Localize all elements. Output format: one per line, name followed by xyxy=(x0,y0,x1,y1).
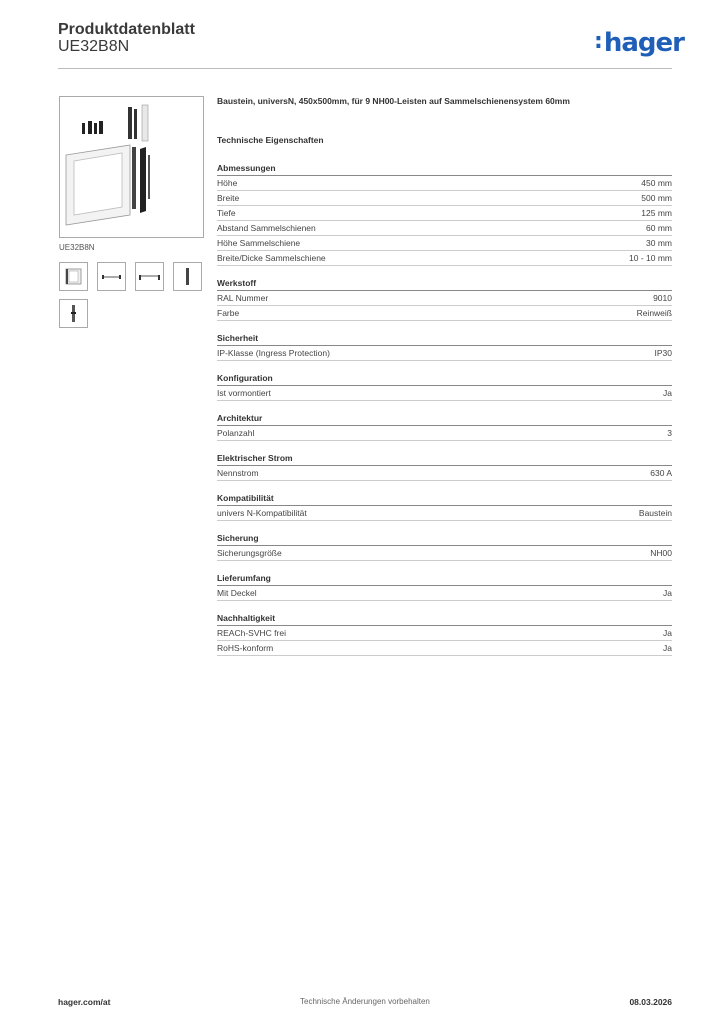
footer-disclaimer: Technische Änderungen vorbehalten xyxy=(300,997,430,1006)
section-title: Konfiguration xyxy=(217,372,672,386)
spec-section xyxy=(217,452,672,481)
spec-row xyxy=(217,291,672,306)
spec-section xyxy=(217,492,672,521)
spec-row xyxy=(217,176,672,191)
spec-value: 500 mm xyxy=(641,193,672,203)
image-caption: UE32B8N xyxy=(59,243,95,252)
spec-row xyxy=(217,251,672,266)
spec-label: Ist vormontiert xyxy=(217,388,271,398)
spec-value: 125 mm xyxy=(641,208,672,218)
article-number: UE32B8N xyxy=(58,38,130,55)
spec-row xyxy=(217,191,672,206)
product-image[interactable] xyxy=(59,96,204,238)
section-title: Kompatibilität xyxy=(217,492,672,506)
product-description: Baustein, universN, 450x500mm, für 9 NH00-Leisten auf Sammelschienensystem 60mm xyxy=(217,96,570,106)
spec-section xyxy=(217,532,672,561)
spec-section xyxy=(217,412,672,441)
spec-value: Reinweiß xyxy=(636,308,672,318)
spec-label: univers N-Kompatibilität xyxy=(217,508,307,518)
section-title: Lieferumfang xyxy=(217,572,672,586)
spec-label: REACh-SVHC frei xyxy=(217,628,286,638)
spec-row xyxy=(217,466,672,481)
spec-value: 450 mm xyxy=(641,178,672,188)
spec-value: 630 A xyxy=(650,468,672,478)
section-title: Sicherheit xyxy=(217,332,672,346)
spec-value: 60 mm xyxy=(646,223,672,233)
spec-label: Farbe xyxy=(217,308,240,318)
spec-label: Breite/Dicke Sammelschiene xyxy=(217,253,326,263)
spec-section xyxy=(217,572,672,601)
section-title: Werkstoff xyxy=(217,277,672,291)
spec-value: 9010 xyxy=(653,293,672,303)
section-title: Architektur xyxy=(217,412,672,426)
header-divider xyxy=(58,68,672,69)
spec-label: Höhe xyxy=(217,178,238,188)
spec-label: Mit Deckel xyxy=(217,588,257,598)
spec-label: Polanzahl xyxy=(217,428,255,438)
spec-section xyxy=(217,612,672,656)
spec-table xyxy=(217,96,672,656)
spec-row xyxy=(217,626,672,641)
tech-heading: Technische Eigenschaften xyxy=(217,135,324,145)
spec-value: Ja xyxy=(663,588,672,598)
hager-logo: :hager xyxy=(594,28,684,58)
spec-row xyxy=(217,386,672,401)
spec-value: 3 xyxy=(667,428,672,438)
thumbnail-rail-front[interactable] xyxy=(97,262,126,291)
page-title: Produktdatenblatt xyxy=(58,21,195,38)
spec-value: Ja xyxy=(663,388,672,398)
thumbnail-side[interactable] xyxy=(173,262,202,291)
spec-row xyxy=(217,221,672,236)
spec-label: Breite xyxy=(217,193,240,203)
spec-label: Abstand Sammelschienen xyxy=(217,223,316,233)
spec-section xyxy=(217,277,672,321)
spec-sections xyxy=(217,162,672,656)
spec-value: Baustein xyxy=(638,508,672,518)
footer-date: 08.03.2026 xyxy=(629,997,672,1007)
logo-text: hager xyxy=(603,28,684,58)
spec-row xyxy=(217,641,672,656)
section-title: Sicherung xyxy=(217,532,672,546)
spec-row xyxy=(217,426,672,441)
spec-row xyxy=(217,306,672,321)
section-title: Abmessungen xyxy=(217,162,672,176)
spec-label: Nennstrom xyxy=(217,468,259,478)
spec-label: Sicherungsgröße xyxy=(217,548,282,558)
spec-section xyxy=(217,372,672,401)
spec-row xyxy=(217,206,672,221)
spec-section xyxy=(217,162,672,266)
spec-value: IP30 xyxy=(654,348,672,358)
thumbnail-cover[interactable] xyxy=(59,262,88,291)
section-title: Elektrischer Strom xyxy=(217,452,672,466)
spec-value: 30 mm xyxy=(646,238,672,248)
spec-label: IP-Klasse (Ingress Protection) xyxy=(217,348,330,358)
thumbnail-rail-top[interactable] xyxy=(135,262,164,291)
spec-section xyxy=(217,332,672,361)
spec-value: Ja xyxy=(663,628,672,638)
footer-website[interactable]: hager.com/at xyxy=(58,997,111,1007)
thumbnail-profile[interactable] xyxy=(59,299,88,328)
spec-label: Höhe Sammelschiene xyxy=(217,238,301,248)
spec-label: Tiefe xyxy=(217,208,236,218)
spec-row xyxy=(217,346,672,361)
spec-label: RoHS-konform xyxy=(217,643,274,653)
section-title: Nachhaltigkeit xyxy=(217,612,672,626)
spec-value: Ja xyxy=(663,643,672,653)
spec-row xyxy=(217,546,672,561)
spec-value: 10 - 10 mm xyxy=(629,253,672,263)
spec-row xyxy=(217,586,672,601)
spec-row xyxy=(217,236,672,251)
spec-row xyxy=(217,506,672,521)
spec-label: RAL Nummer xyxy=(217,293,269,303)
spec-value: NH00 xyxy=(650,548,672,558)
